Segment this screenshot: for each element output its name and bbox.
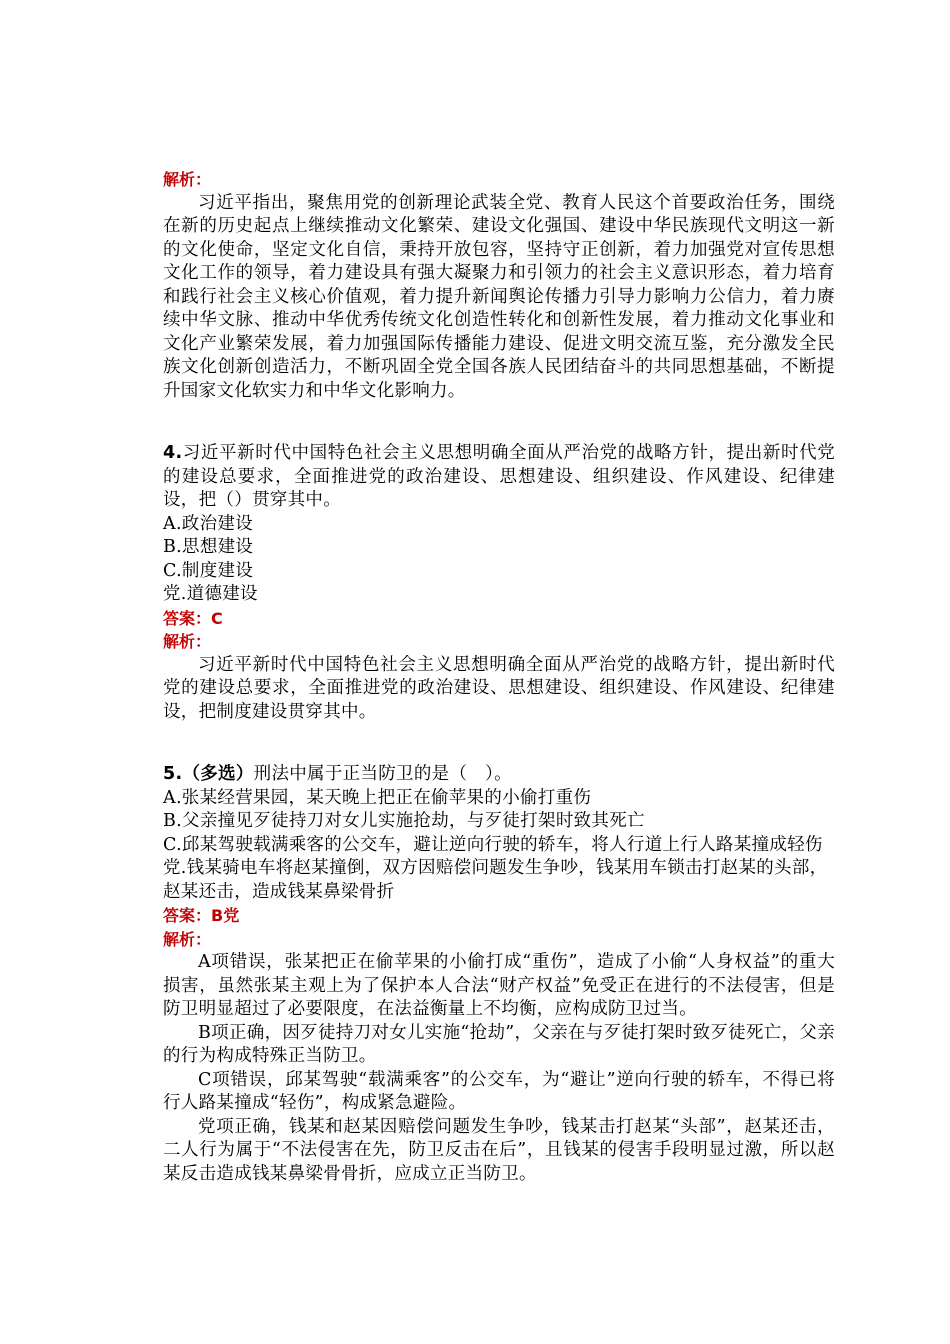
option-d: 党.道德建设	[163, 584, 258, 604]
question-text: 刑法中属于正当防卫的是（ ）。	[253, 764, 512, 784]
option-d: 党.钱某骑电车将赵某撞倒，双方因赔偿问题发生争吵，钱某用车锁击打赵某的头部，赵某还击，造成钱某鼻梁骨折	[163, 858, 828, 902]
question-text: 习近平新时代中国特色社会主义思想明确全面从严治党的战略方针，提出新时代党的建设总要求，全面推进党的政治建设、思想建设、组织建设、作风建设、纪律建设，把（）贯穿其中。	[163, 443, 835, 510]
question-number: 5.	[163, 764, 183, 784]
question-type-tag: （多选）	[182, 764, 254, 784]
question-5	[163, 763, 835, 1186]
option-a: A.政治建设	[163, 513, 254, 534]
analysis-paragraph-a: A项错误，张某把正在偷苹果的小偷打成“重伤”，造成了小偷“人身权益”的重大损害，虽然张某主观上为了保护本人合法“财产权益”免受正在进行的不法侵害，但是防卫明显超过了必要限度，在法益衡量上不均衡，应构成防卫过当。	[163, 952, 835, 1019]
option-b: B.思想建设	[163, 537, 254, 557]
analysis-paragraph-b: B项正确，因歹徒持刀对女儿实施“抢劫”，父亲在与歹徒打架时致歹徒死亡，父亲的行为构成特殊正当防卫。	[163, 1022, 835, 1066]
analysis-label: 解析：	[163, 632, 212, 651]
analysis-paragraph-c: C项错误，邱某驾驶“载满乘客”的公交车，为“避让”逆向行驶的轿车，不得已将行人路某撞成“轻伤”，构成紧急避险。	[163, 1069, 835, 1113]
analysis-text: 习近平新时代中国特色社会主义思想明确全面从严治党的战略方针，提出新时代党的建设总要求，全面推进党的政治建设、思想建设、组织建设、作风建设、纪律建设，把制度建设贯穿其中。	[163, 654, 835, 722]
option-c: C.制度建设	[163, 560, 254, 581]
question-stem	[163, 442, 835, 513]
analysis-text: 习近平指出，聚焦用党的创新理论武装全党、教育人民这个首要政治任务，围绕在新的历史起点上继续推动文化繁荣、建设文化强国、建设中华民族现代文明这一新的文化使命，坚定文化自信，秉持开放包容，坚持守正创新，着力加强党对宣传思想文化工作的领导，着力建设具有强大凝聚力和引领力的社会主义意识形态，着力培育和践行社会主义核心价值观，着力提升新闻舆论传播力引导力影响力公信力，着力赓续中华文脉、推动中华优秀传统文化创造性转化和创新性发展，着力推动文化事业和文化产业繁荣发展，着力加强国际传播能力建设、促进文明交流互鉴，充分激发全民族文化创新创造活力，不断巩固全党全国各族人民团结奋斗的共同思想基础，不断提升国家文化软实力和中华文化影响力。	[163, 192, 835, 401]
question-3-analysis	[163, 168, 835, 403]
spacer	[163, 403, 835, 426]
question-stem	[163, 763, 835, 787]
answer-label: 答案：C	[163, 608, 223, 628]
spacer	[163, 724, 835, 747]
option-c: C.邱某驾驶载满乘客的公交车，避让逆向行驶的轿车，将人行道上行人路某撞成轻伤	[163, 834, 823, 855]
document-content	[163, 168, 835, 1186]
analysis-paragraph-d: 党项正确，钱某和赵某因赔偿问题发生争吵，钱某击打赵某“头部”，赵某还击，二人行为属于“不法侵害在先，防卫反击在后”，且钱某的侵害手段明显过激，所以赵某反击造成钱某鼻梁骨骨折，应成立正当防卫。	[163, 1116, 835, 1184]
question-4	[163, 442, 835, 724]
answer-label: 答案：B党	[163, 906, 240, 925]
analysis-label: 解析：	[163, 929, 212, 949]
question-number: 4.	[163, 443, 183, 463]
option-b: B.父亲撞见歹徒持刀对女儿实施抢劫，与歹徒打架时致其死亡	[163, 811, 645, 831]
option-a: A.张某经营果园，某天晚上把正在偷苹果的小偷打重伤	[163, 787, 592, 808]
analysis-label: 解析：	[163, 170, 212, 189]
